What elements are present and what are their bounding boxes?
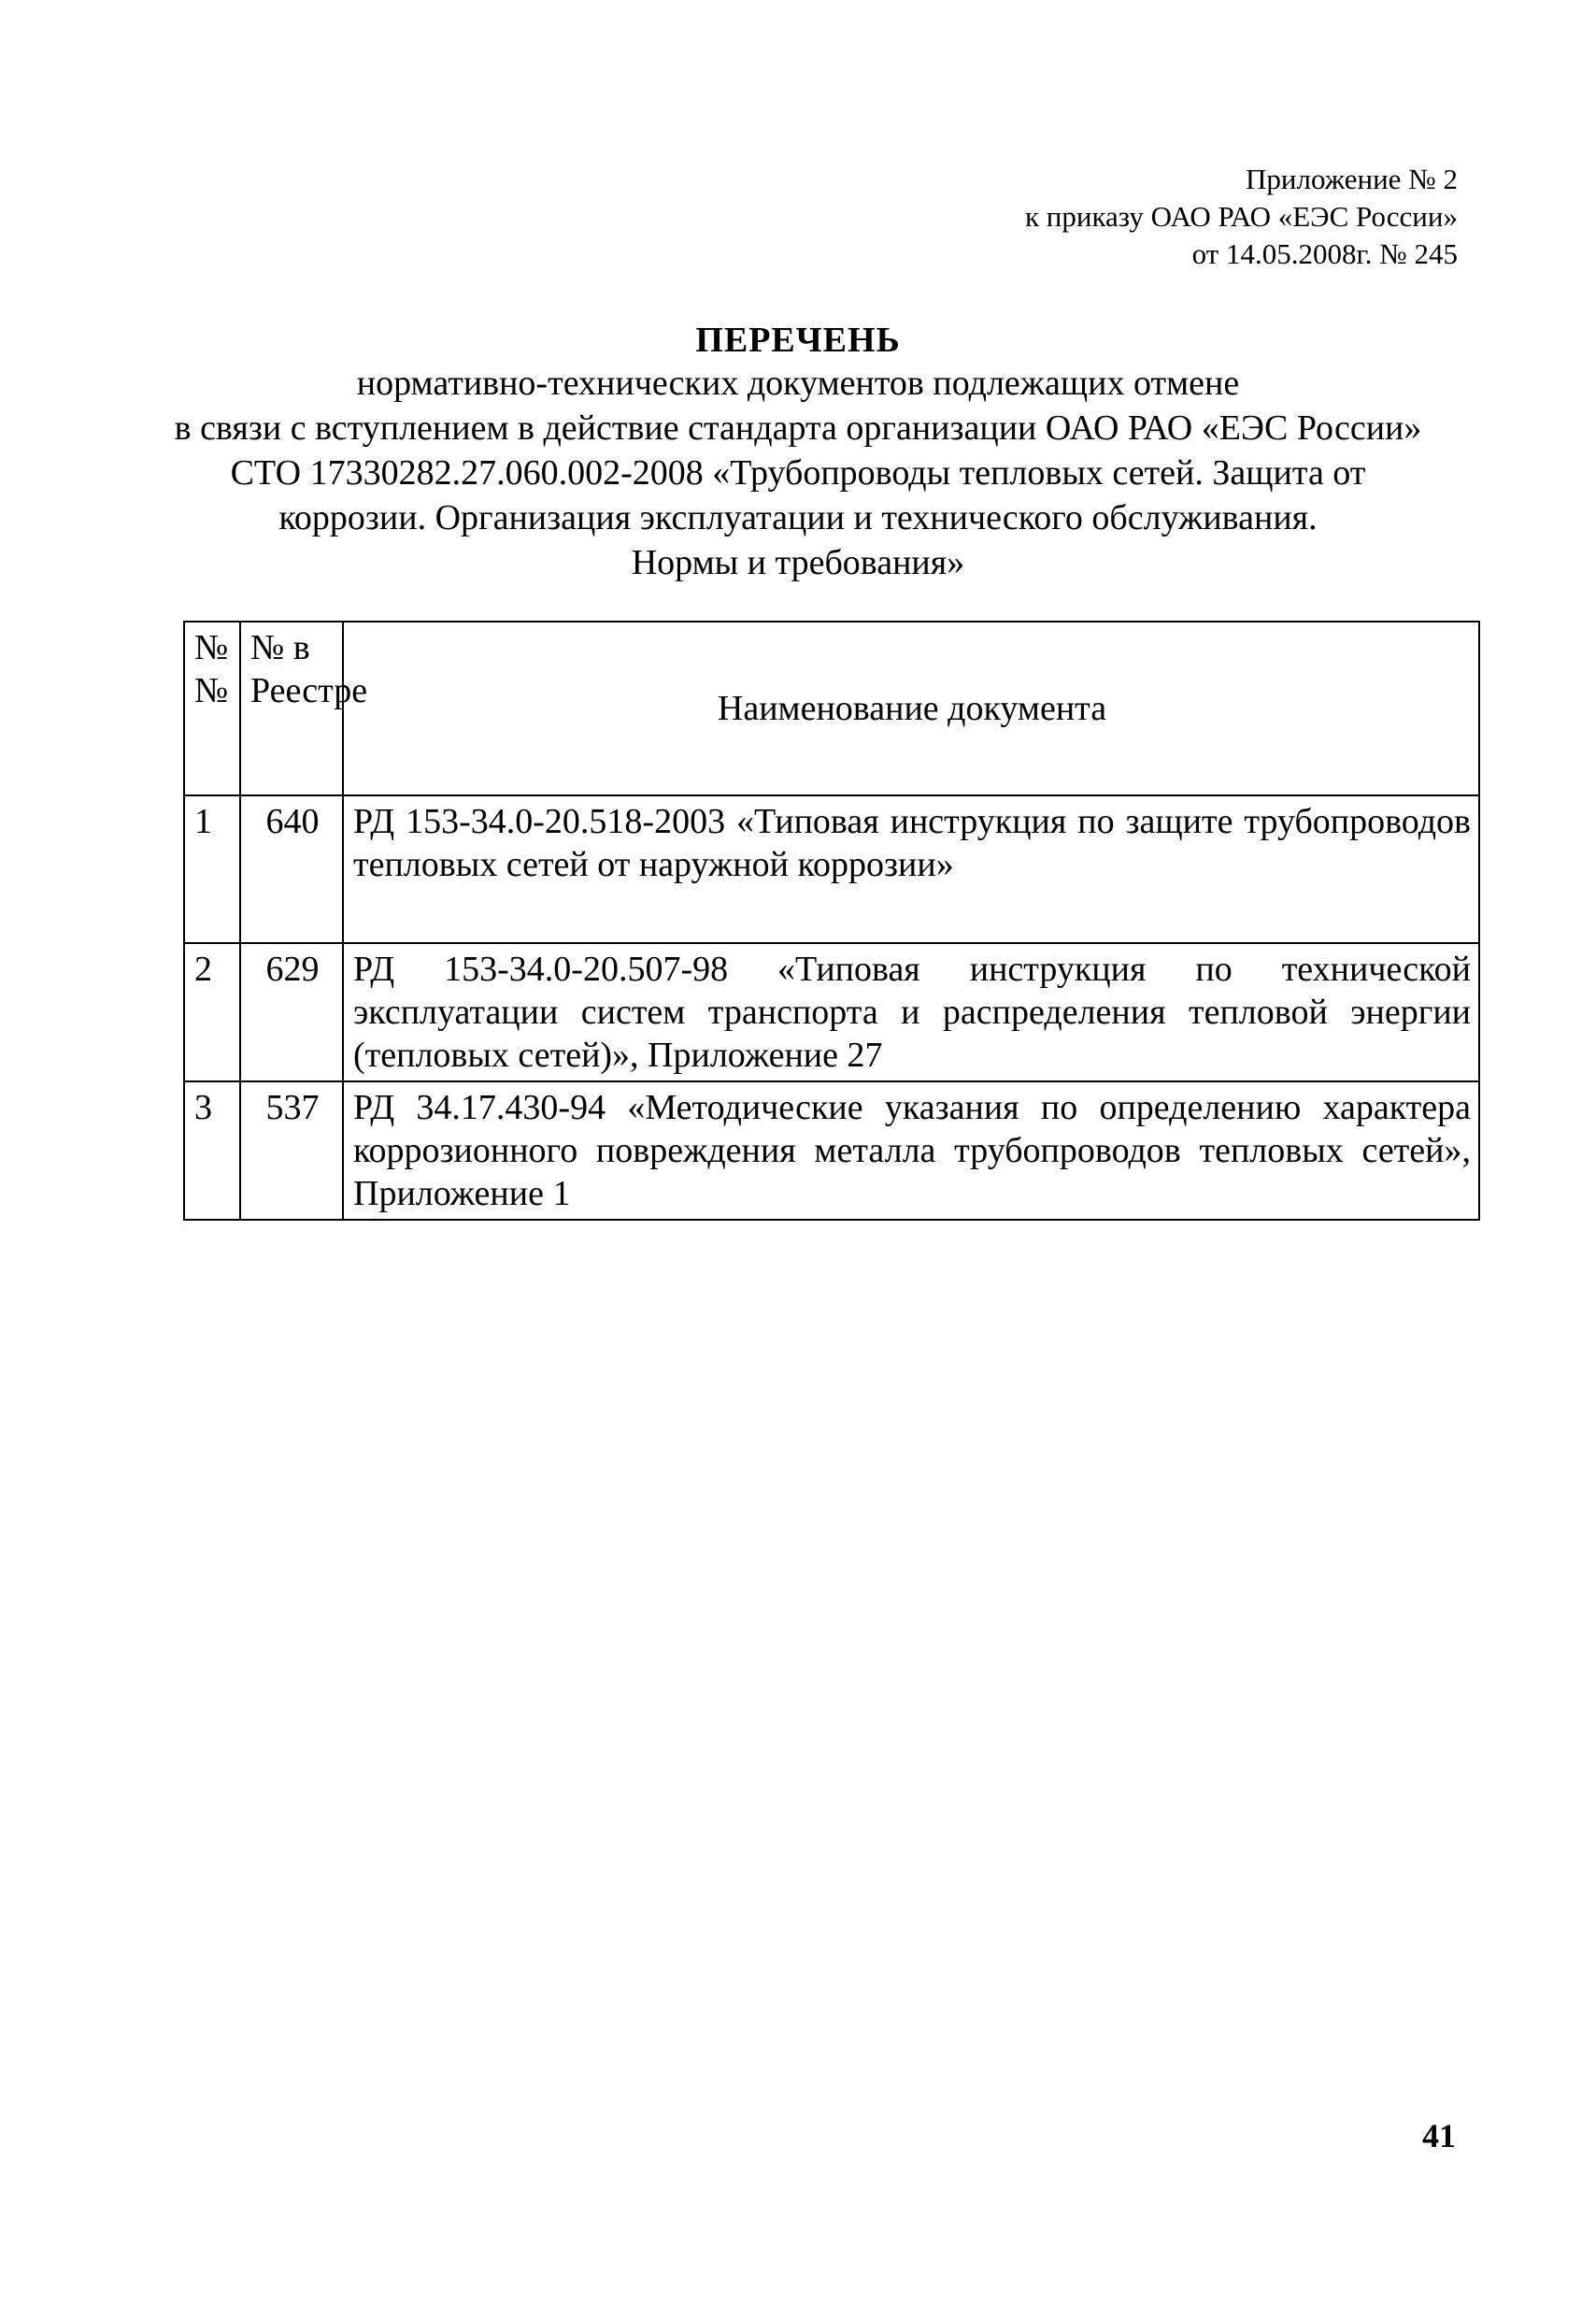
- documents-table: [183, 621, 1480, 1221]
- subtitle-line-4: коррозии. Организация эксплуатации и технического обслуживания.: [278, 498, 1318, 537]
- row-num: 2: [184, 943, 240, 1081]
- header-num: № №: [184, 622, 240, 795]
- row-num: 1: [184, 795, 240, 943]
- header-registry: № в Реестре: [240, 622, 343, 795]
- row-num: 3: [184, 1081, 240, 1220]
- table-row: [184, 1081, 1479, 1220]
- row-document-name: РД 153-34.0-20.507-98 «Типовая инструкция по технической эксплуатации систем транспорта и распределения тепловой энергии (тепловых сетей)», Приложение 27: [343, 943, 1479, 1081]
- row-document-name: РД 153-34.0-20.518-2003 «Типовая инструкция по защите трубопроводов тепловых сетей от наружной коррозии»: [343, 795, 1479, 943]
- row-registry-number: 537: [240, 1081, 343, 1220]
- order-reference: к приказу ОАО РАО «ЕЭС России»: [1024, 200, 1458, 233]
- table-row: [184, 795, 1479, 943]
- document-title: ПЕРЕЧЕНЬ: [695, 321, 901, 360]
- document-subtitle: [0, 361, 1596, 585]
- row-document-name: РД 34.17.430-94 «Методические указания по определению характера коррозионного повреждения металла трубопроводов тепловых сетей», Приложение 1: [343, 1081, 1479, 1220]
- header-document-name: Наименование документа: [343, 622, 1479, 795]
- page-number: 41: [1422, 2117, 1456, 2154]
- row-registry-number: 640: [240, 795, 343, 943]
- table-header-row: [184, 622, 1479, 795]
- subtitle-line-1: нормативно-технических документов подлежащих отмене: [356, 364, 1240, 403]
- appendix-header: [1025, 161, 1458, 273]
- subtitle-line-5: Нормы и требования»: [631, 543, 965, 582]
- row-registry-number: 629: [240, 943, 343, 1081]
- appendix-label: Приложение № 2: [1246, 163, 1458, 195]
- subtitle-line-3: СТО 17330282.27.060.002-2008 «Трубопроводы тепловых сетей. Защита от: [230, 453, 1366, 493]
- table-row: [184, 943, 1479, 1081]
- order-date-number: от 14.05.2008г. № 245: [1191, 237, 1458, 270]
- subtitle-line-2: в связи с вступлением в действие стандарта организации ОАО РАО «ЕЭС России»: [174, 408, 1422, 448]
